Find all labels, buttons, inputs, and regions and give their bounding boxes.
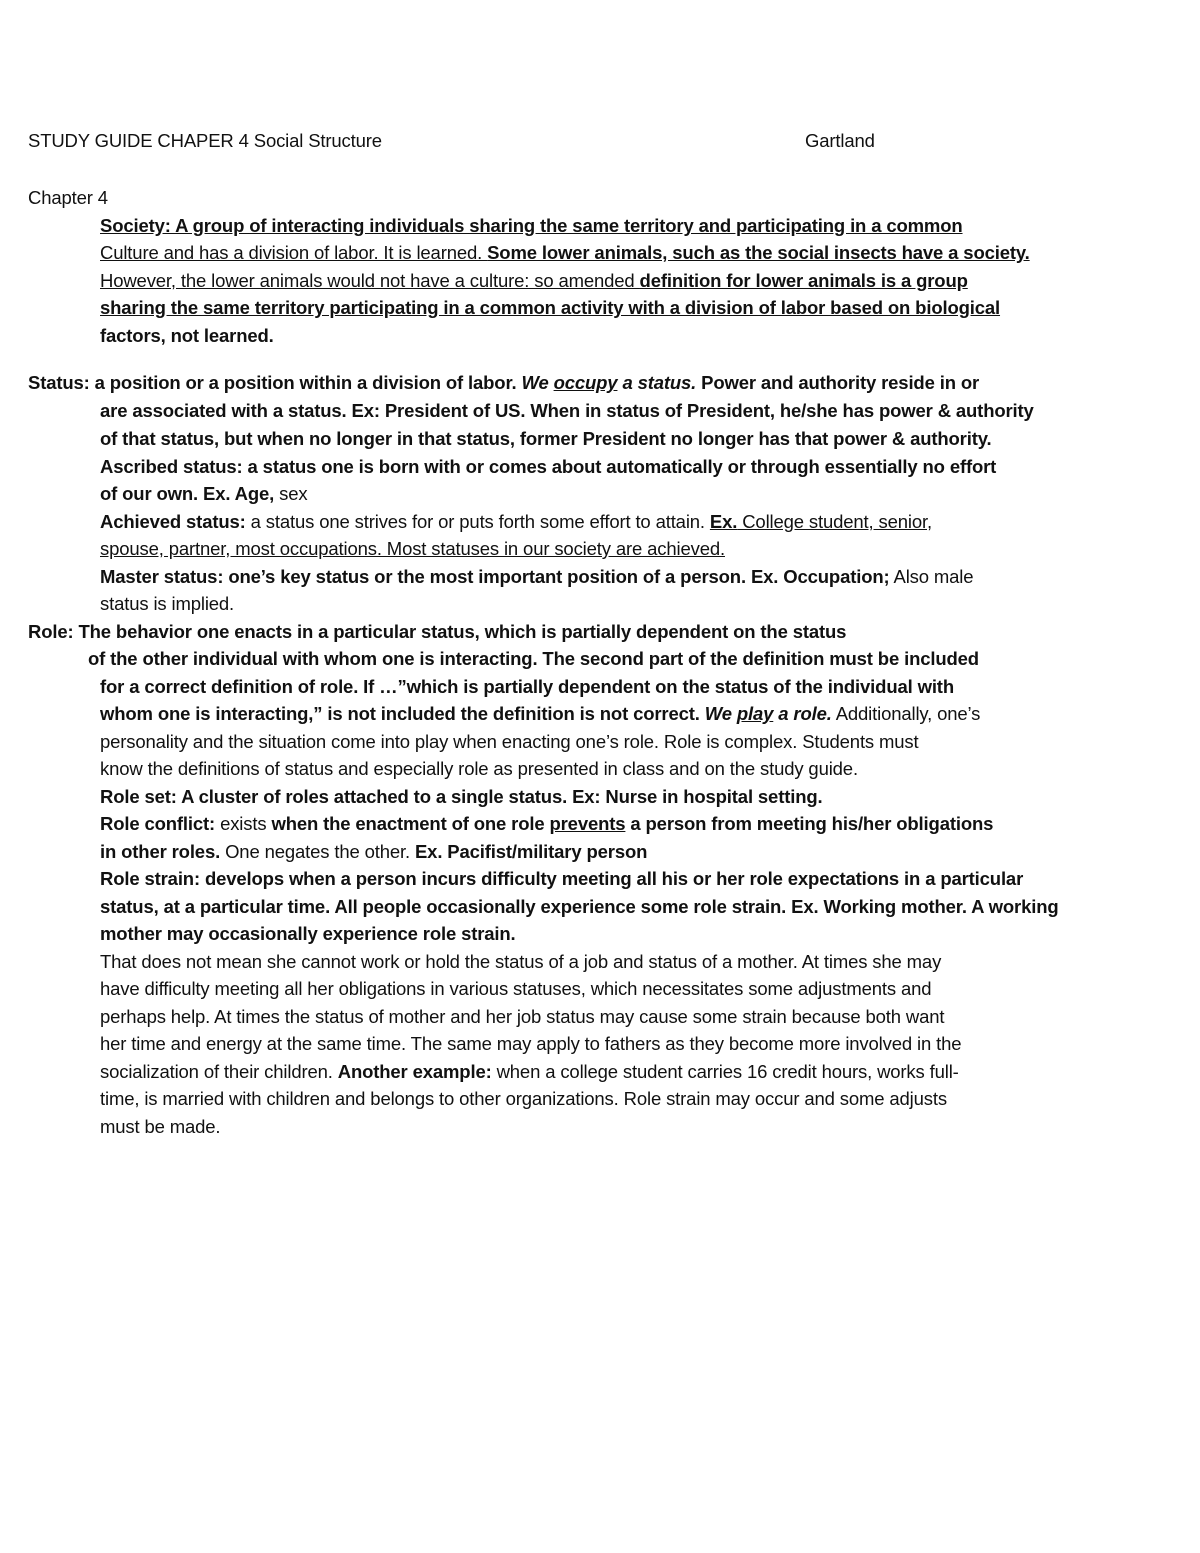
role-line-4c: play: [736, 703, 774, 724]
role-conflict-line-2: [100, 841, 647, 863]
status-line-1: [28, 372, 979, 394]
another-example-label: Another example:: [337, 1061, 492, 1082]
status-line-1c: occupy: [553, 372, 618, 393]
master-status-line-1b: Also male: [889, 566, 974, 587]
ascribed-status-line-2b: sex: [274, 483, 308, 504]
role-strain-line-8c: when a college student carries 16 credit hours, works full-: [491, 1061, 959, 1082]
role-strain-line-5: have difficulty meeting all her obligations in various statuses, which necessitates some adjustments and: [100, 978, 932, 999]
document-author: Gartland: [805, 130, 875, 151]
role-line-1: Role: The behavior one enacts in a particular status, which is partially dependent on the status: [28, 621, 847, 642]
document-title: STUDY GUIDE CHAPER 4 Social Structure: [28, 130, 382, 151]
status-line-1d: a status.: [617, 372, 697, 393]
role-strain-line-7: her time and energy at the same time. The same may apply to fathers as they become more involved in the: [100, 1033, 962, 1054]
role-conflict-prevents: prevents: [549, 813, 626, 834]
role-line-6: know the definitions of status and especially role as presented in class and on the study guide.: [100, 758, 858, 779]
role-strain-line-2: status, at a particular time. All people occasionally experience some role strain. Ex. Working mother. A working: [100, 896, 1059, 917]
society-line-4: sharing the same territory participating in a common activity with a division of labor based on biological: [100, 297, 1001, 318]
society-line-3b: definition for lower animals is a group: [639, 270, 968, 291]
role-line-3: for a correct definition of role. If …”which is partially dependent on the status of the individual with: [100, 676, 954, 697]
master-status-line-1a: Master status: one’s key status or the most important position of a person. Ex. Occupation;: [100, 566, 890, 587]
chapter-label: Chapter 4: [28, 187, 108, 208]
role-conflict-label: Role conflict:: [100, 813, 216, 834]
role-line-4e: Additionally, one’s: [831, 703, 981, 724]
role-strain-line-3: mother may occasionally experience role strain.: [100, 923, 516, 944]
status-line-1b: We: [521, 372, 554, 393]
role-conflict-text-1: when the enactment of one role: [271, 813, 550, 834]
status-line-2: are associated with a status. Ex: President of US. When in status of President, he/she has power & authority: [100, 400, 1034, 421]
role-conflict-exists: exists: [215, 813, 272, 834]
role-line-4a: whom one is interacting,” is not included the definition is not correct.: [100, 703, 705, 724]
achieved-status-label: Achieved status:: [100, 511, 246, 532]
role-conflict-line-2c: Ex. Pacifist/military person: [414, 841, 648, 862]
role-conflict-line-1: [100, 813, 993, 835]
master-status-line-2: status is implied.: [100, 593, 235, 614]
role-line-4b: We: [704, 703, 737, 724]
ascribed-status-line-2: [100, 483, 307, 505]
society-line-3a: However, the lower animals would not have a culture: so amended: [100, 270, 640, 291]
achieved-status-line-1: [100, 511, 932, 533]
role-strain-line-8a: socialization of their children.: [100, 1061, 338, 1082]
ascribed-status-line-1: Ascribed status: a status one is born with or comes about automatically or through essentially no effort: [100, 456, 997, 477]
role-strain-line-8: [100, 1061, 959, 1083]
role-line-5: personality and the situation come into play when enacting one’s role. Role is complex. Students must: [100, 731, 919, 752]
role-set-line: Role set: A cluster of roles attached to a single status. Ex: Nurse in hospital setting.: [100, 786, 823, 807]
role-conflict-line-2b: One negates the other.: [220, 841, 415, 862]
status-line-3: of that status, but when no longer in that status, former President no longer has that power & authority.: [100, 428, 992, 449]
role-strain-line-10: must be made.: [100, 1116, 221, 1137]
role-strain-line-4: That does not mean she cannot work or hold the status of a job and status of a mother. At times she may: [100, 951, 942, 972]
achieved-status-examples: College student, senior,: [737, 511, 932, 532]
role-conflict-line-2a: in other roles.: [100, 841, 221, 862]
role-line-2: of the other individual with whom one is interacting. The second part of the definition must be included: [88, 648, 979, 669]
society-line-2a: Culture and has a division of labor. It is learned.: [100, 242, 488, 263]
achieved-status-ex: Ex.: [709, 511, 738, 532]
society-line-3: [100, 270, 968, 292]
role-conflict-text-2: a person from meeting his/her obligations: [625, 813, 994, 834]
achieved-status-line-2: spouse, partner, most occupations. Most statuses in our society are achieved.: [100, 538, 725, 559]
role-line-4d: a role.: [773, 703, 832, 724]
role-strain-line-1: Role strain: develops when a person incurs difficulty meeting all his or her role expectations in a particular: [100, 868, 1024, 889]
society-line-1: Society: A group of interacting individuals sharing the same territory and participating in a common: [100, 215, 963, 236]
society-line-2b: Some lower animals, such as the social insects have a society.: [487, 242, 1030, 263]
role-strain-line-9: time, is married with children and belongs to other organizations. Role strain may occur and some adjusts: [100, 1088, 947, 1109]
society-line-5: factors, not learned.: [100, 325, 274, 346]
achieved-status-text: a status one strives for or puts forth some effort to attain.: [245, 511, 710, 532]
ascribed-status-line-2a: of our own. Ex. Age,: [100, 483, 275, 504]
status-line-1a: Status: a position or a position within a division of labor.: [28, 372, 522, 393]
master-status-line-1: [100, 566, 973, 588]
role-line-4: [100, 703, 980, 725]
society-line-2: [100, 242, 1030, 264]
role-strain-line-6: perhaps help. At times the status of mother and her job status may cause some strain because both want: [100, 1006, 945, 1027]
status-line-1e: Power and authority reside in or: [696, 372, 980, 393]
